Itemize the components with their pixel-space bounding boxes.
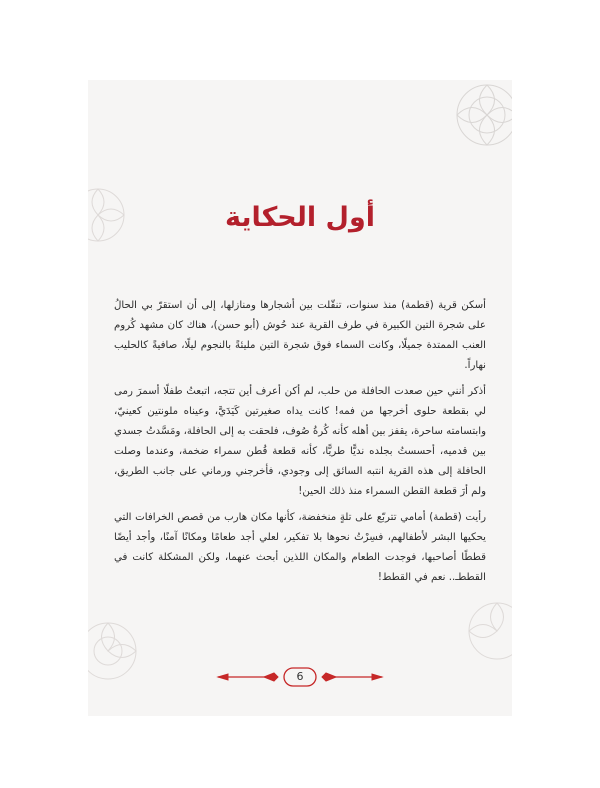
floral-ornament-bottom-right bbox=[452, 586, 512, 676]
floral-ornament-top-right bbox=[442, 80, 512, 160]
paragraph-2: أذكر أنني حين صعدت الحافلة من حلب، لم أكن أعرف أين تتجه، اتبعتُ طفلًا أسمرَ رمى لي بقطعة حلوى أخرجها من فمه! كانت يداه صغيرتين كَيَدَيَّ، وعيناه ملونتين كعينيّ، وابتسامته ساحرة، يقفز بين أهله كأنه كُرةُ صُوف، فلحقت به إلى الحافلة، ومَسَّدتُ جسدي بين قدميه، أحسستُ بجلده نديًّا طريًّا، كأنه قطعة قُطن سمراء ضخمة، وعندما وصلت الحافلة إلى هذه القرية انتبه السائق إلى وجودي، فأخرجني ورماني على جانب الطريق، ولم أرَ قطعة القطن السمراء منذ ذلك الحين! bbox=[114, 386, 486, 497]
chapter-title: أول الحكاية bbox=[224, 202, 376, 233]
paragraph-3: رأيت (قطمة) أمامي تتربّع على تلةٍ منخفضة، كأنها مكان هارب من قصص الخرافات التي يحكيها البشر لأطفالهم، فسِرْتُ نحوها بلا تفكير، لعلي أجد طعامًا ومكانًا آمنًا، وأجد أيضًا قططًا أصاحبها، فوجدت الطعام والمكان اللذين أبحث عنهما، ولكن المشكلة كانت في القططـ.. نعم في القطط! bbox=[114, 512, 486, 583]
chapter-body bbox=[114, 296, 486, 594]
page-footer bbox=[88, 665, 512, 689]
book-page bbox=[88, 80, 512, 716]
paragraph-1: أسكن قرية (قطمة) منذ سنوات، تنقّلت بين أشجارها ومنازلها، إلى أن استقرّ بي الحالُ على شجرة التين الكبيرة في طرف القرية عند حُوش (أبو حسن)، هناك كان مشهد كُروم العنب الممتدة جميلًا، وكانت السماء فوق شجرة التين مليئةً بالنجوم ليلًا، صافيةً كالحليب نهاراً. bbox=[114, 300, 486, 371]
page-number: 6 bbox=[296, 670, 304, 683]
